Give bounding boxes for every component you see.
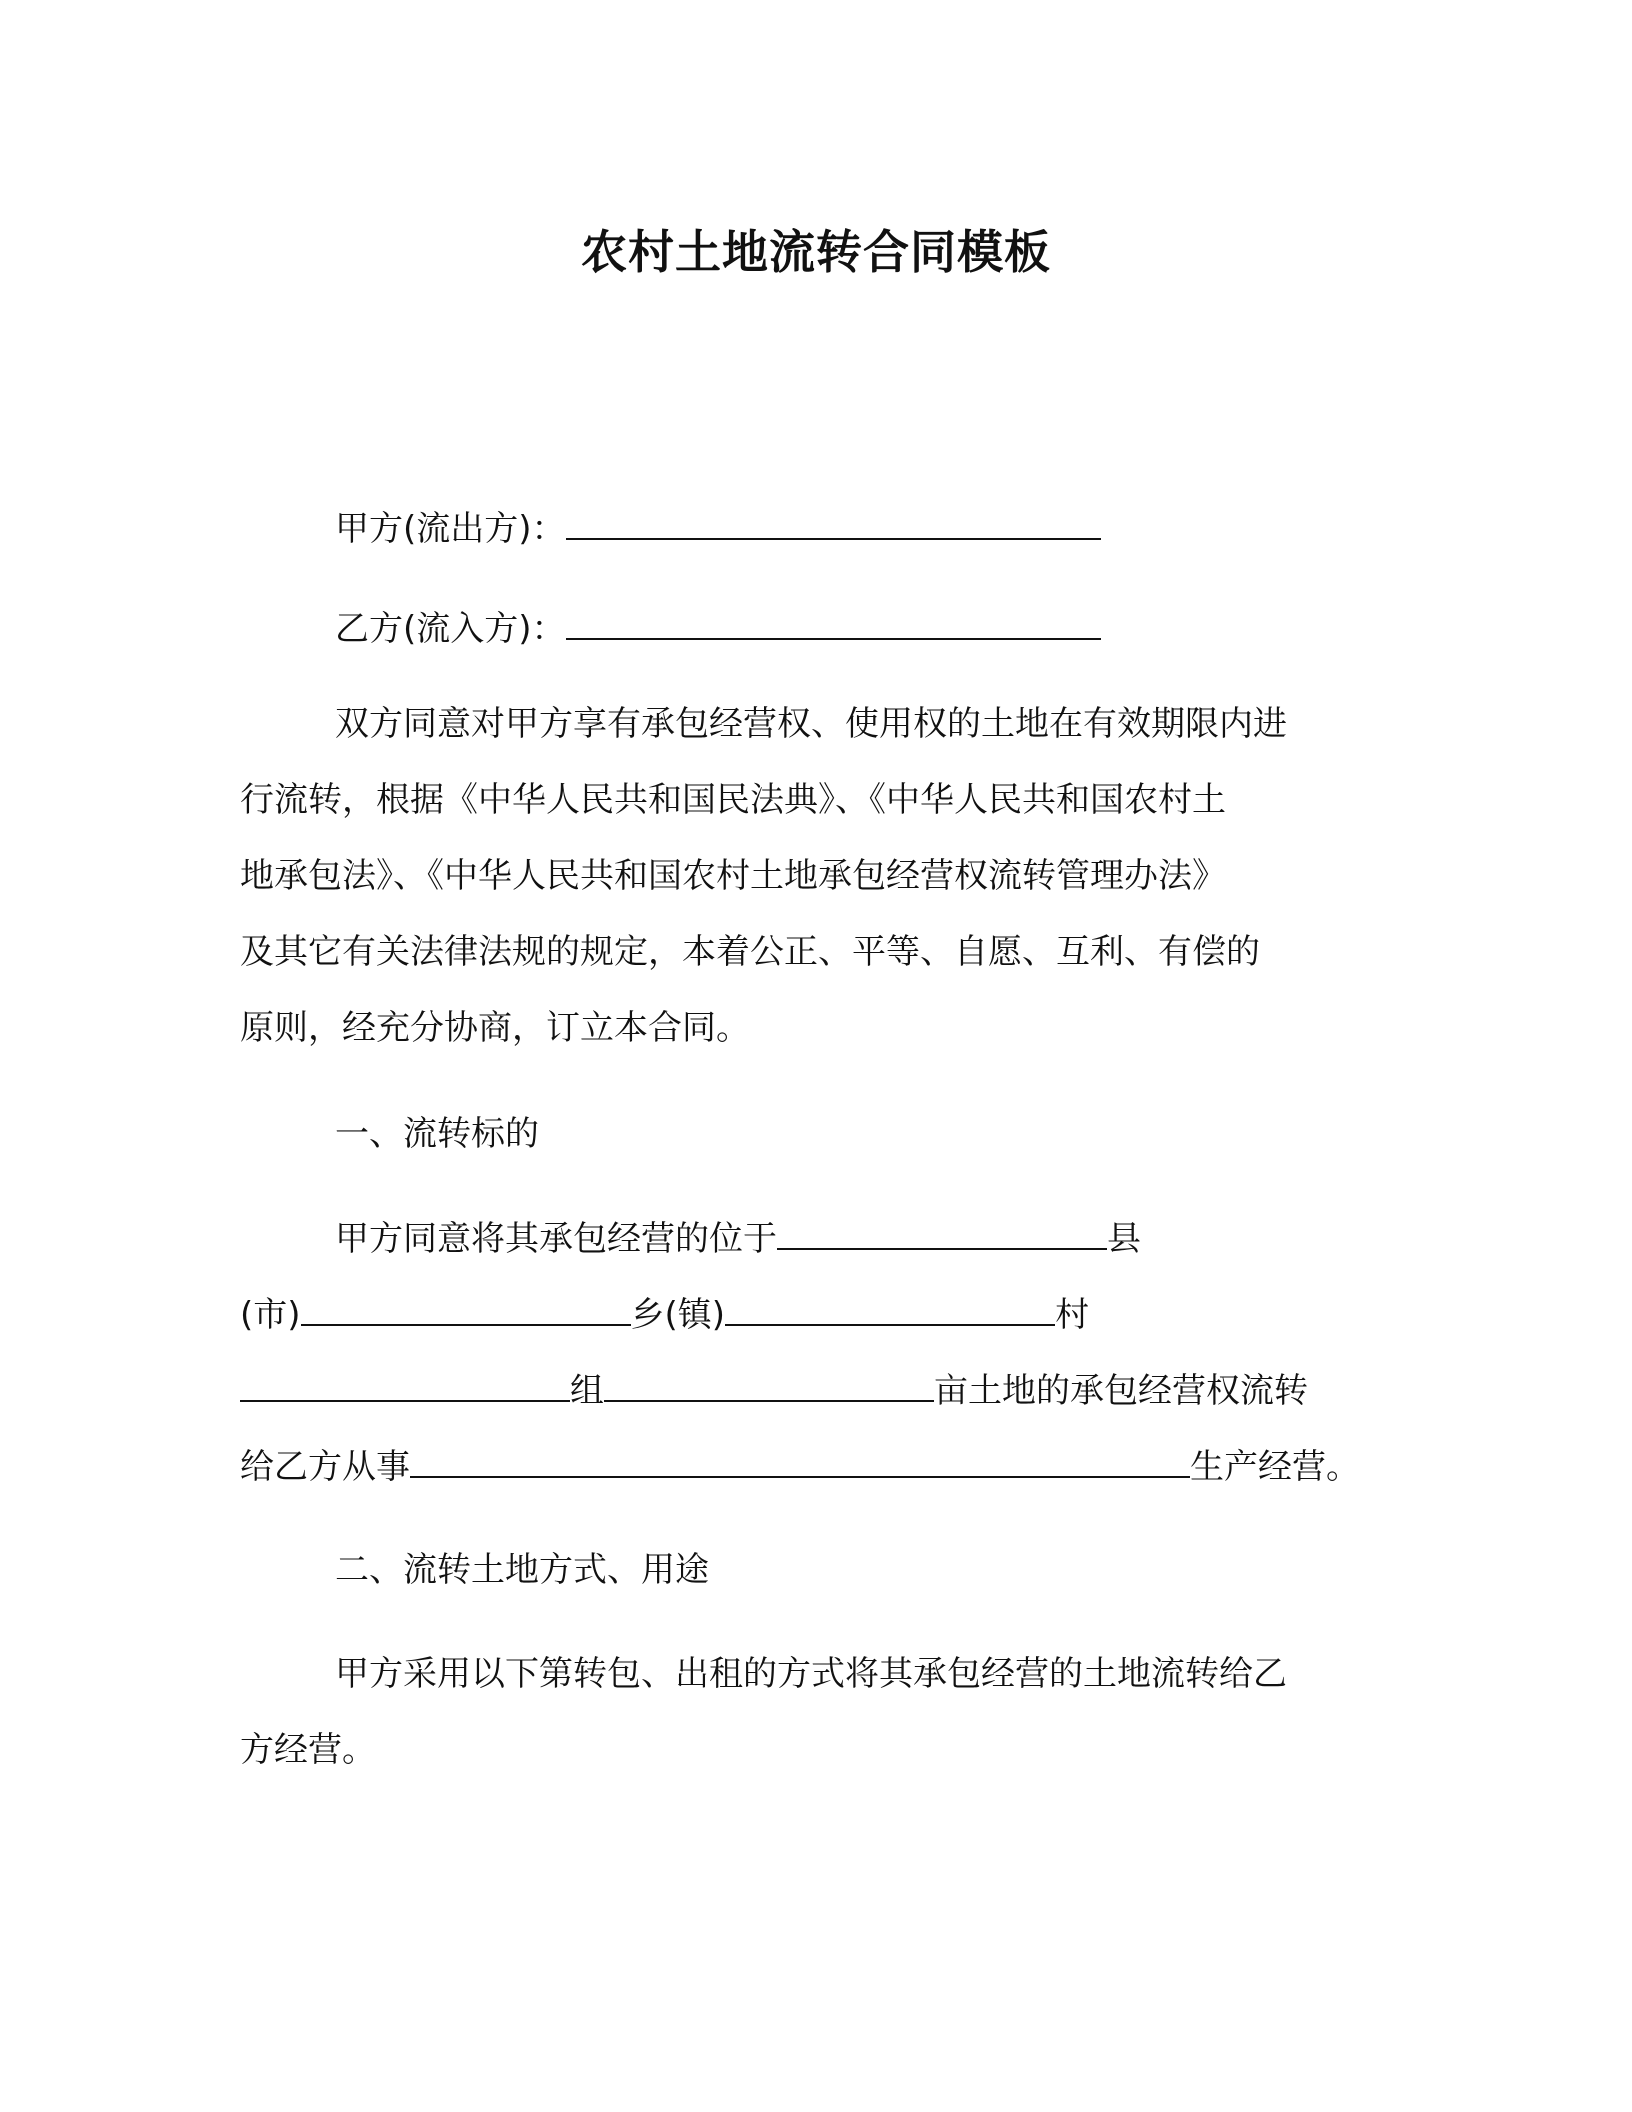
s1-l2-b: 乡(镇) [630,1295,726,1335]
s1-line-3 [240,1366,1308,1415]
s1-line-1 [335,1214,1141,1263]
party-b-blank[interactable] [566,604,1101,640]
section-1-heading: 一、流转标的 [335,1114,539,1154]
s1-l4-b: 生产经营。 [1190,1447,1360,1487]
s1-l4-a: 给乙方从事 [240,1447,410,1487]
city-blank[interactable] [301,1290,631,1326]
party-b-line [335,604,1101,653]
s1-l2-a: (市) [240,1295,301,1335]
town-blank[interactable] [725,1290,1055,1326]
document-title: 农村土地流转合同模板 [581,225,1051,279]
purpose-blank[interactable] [410,1442,1190,1478]
intro-line-4: 及其它有关法律法规的规定，本着公正、平等、自愿、互利、有偿的 [240,932,1260,972]
s1-l1-prefix: 甲方同意将其承包经营的位于 [335,1219,777,1259]
intro-line-2: 行流转，根据《中华人民共和国民法典》、《中华人民共和国农村土 [240,780,1226,820]
section-2-heading: 二、流转土地方式、用途 [335,1550,709,1590]
s1-l1-suffix: 县 [1107,1219,1141,1259]
village-blank[interactable] [240,1366,570,1402]
intro-line-3: 地承包法》、《中华人民共和国农村土地承包经营权流转管理办法》 [240,856,1226,896]
s2-line-1: 甲方采用以下第转包、出租的方式将其承包经营的土地流转给乙 [335,1654,1287,1694]
party-a-blank[interactable] [566,504,1101,540]
party-a-line [335,504,1101,553]
s1-l3-c: 亩土地的承包经营权流转 [934,1371,1308,1411]
s1-line-4 [240,1442,1360,1491]
group-blank[interactable] [604,1366,934,1402]
intro-line-5: 原则，经充分协商，订立本合同。 [240,1008,750,1048]
s2-line-2: 方经营。 [240,1730,376,1770]
intro-line-1: 双方同意对甲方享有承包经营权、使用权的土地在有效期限内进 [335,704,1287,744]
s1-l3-b: 组 [570,1371,604,1411]
s1-line-2 [240,1290,1089,1339]
county-blank[interactable] [777,1214,1107,1250]
party-a-label: 甲方(流出方)： [335,509,566,549]
party-b-label: 乙方(流入方)： [335,609,566,649]
s1-l2-c: 村 [1055,1295,1090,1335]
